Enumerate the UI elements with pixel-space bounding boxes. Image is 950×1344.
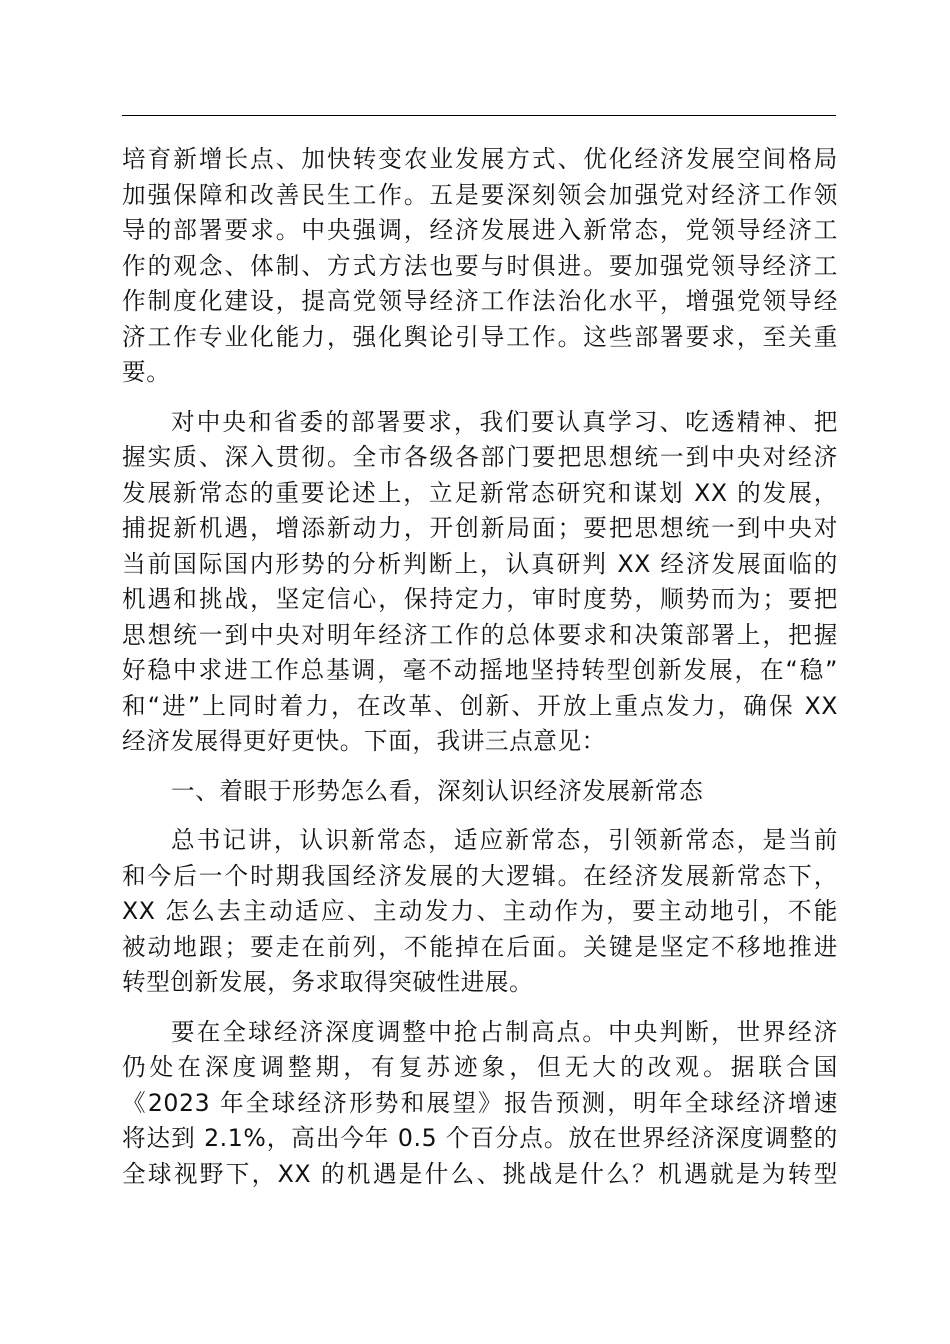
text-line: 全球视野下，XX 的机遇是什么、挑战是什么？机遇就是为转型 (122, 1159, 838, 1188)
text-line: 和“进”上同时着力，在改革、创新、开放上重点发力，确保 XX (122, 691, 838, 720)
text-line: 对中央和省委的部署要求，我们要认真学习、吃透精神、把 (171, 407, 838, 436)
text-line: 当前国际国内形势的分析判断上，认真研判 XX 经济发展面临的 (122, 549, 838, 578)
text-line: 和今后一个时期我国经济发展的大逻辑。在经济发展新常态下， (122, 861, 838, 890)
text-line: 总书记讲，认识新常态，适应新常态，引领新常态，是当前 (171, 826, 838, 854)
text-line: 要在全球经济深度调整中抢占制高点。中央判断，世界经济 (171, 1017, 838, 1046)
text-line: 握实质、深入贯彻。全市各级各部门要把思想统一到中央对经济 (122, 443, 838, 471)
text-line: 一、着眼于形势怎么看，深刻认识经济发展新常态 (171, 776, 704, 805)
text-line: 被动地跟；要走在前列，不能掉在后面。关键是坚定不移地推进 (122, 932, 838, 961)
text-line: 机遇和挑战，坚定信心，保持定力，审时度势，顺势而为；要把 (122, 585, 838, 613)
text-line: 作制度化建设，提高党领导经济工作法治化水平，增强党领导经 (122, 287, 838, 315)
paragraph-2 (122, 405, 838, 760)
text-line: 济工作专业化能力，强化舆论引导工作。这些部署要求，至关重 (122, 322, 838, 351)
text-line: 作的观念、体制、方式方法也要与时俱进。要加强党领导经济工 (122, 251, 838, 280)
text-line: 转型创新发展，务求取得突破性进展。 (122, 968, 534, 996)
text-line: 导的部署要求。中央强调，经济发展进入新常态，党领导经济工 (122, 216, 838, 244)
paragraph-5 (122, 1015, 838, 1193)
text-line: 《2023 年全球经济形势和展望》报告预测，明年全球经济增速 (122, 1088, 838, 1117)
text-line: 好稳中求进工作总基调，毫不动摇地坚持转型创新发展，在“稳” (122, 656, 838, 684)
text-line: 捕捉新机遇，增添新动力，开创新局面；要把思想统一到中央对 (122, 514, 838, 542)
text-line: 加强保障和改善民生工作。五是要深刻领会加强党对经济工作领 (122, 180, 838, 209)
text-line: 仍处在深度调整期，有复苏迹象，但无大的改观。据联合国 (122, 1053, 838, 1081)
text-line: 经济发展得更好更快。下面，我讲三点意见： (122, 727, 606, 755)
text-line: 思想统一到中央对明年经济工作的总体要求和决策部署上，把握 (122, 620, 838, 649)
text-line: 将达到 2.1%，高出今年 0.5 个百分点。放在世界经济深度调整的 (122, 1124, 838, 1152)
text-line: 培育新增长点、加快转变农业发展方式、优化经济发展空间格局 (122, 145, 838, 173)
section-heading (122, 774, 838, 810)
text-line: 发展新常态的重要论述上，立足新常态研究和谋划 XX 的发展， (122, 478, 838, 507)
document-body (122, 142, 838, 1192)
paragraph-1 (122, 142, 838, 391)
paragraph-4 (122, 823, 838, 1001)
text-line: 要。 (122, 358, 171, 386)
text-line: XX 怎么去主动适应、主动发力、主动作为，要主动地引，不能 (122, 897, 838, 925)
header-rule (122, 115, 836, 116)
